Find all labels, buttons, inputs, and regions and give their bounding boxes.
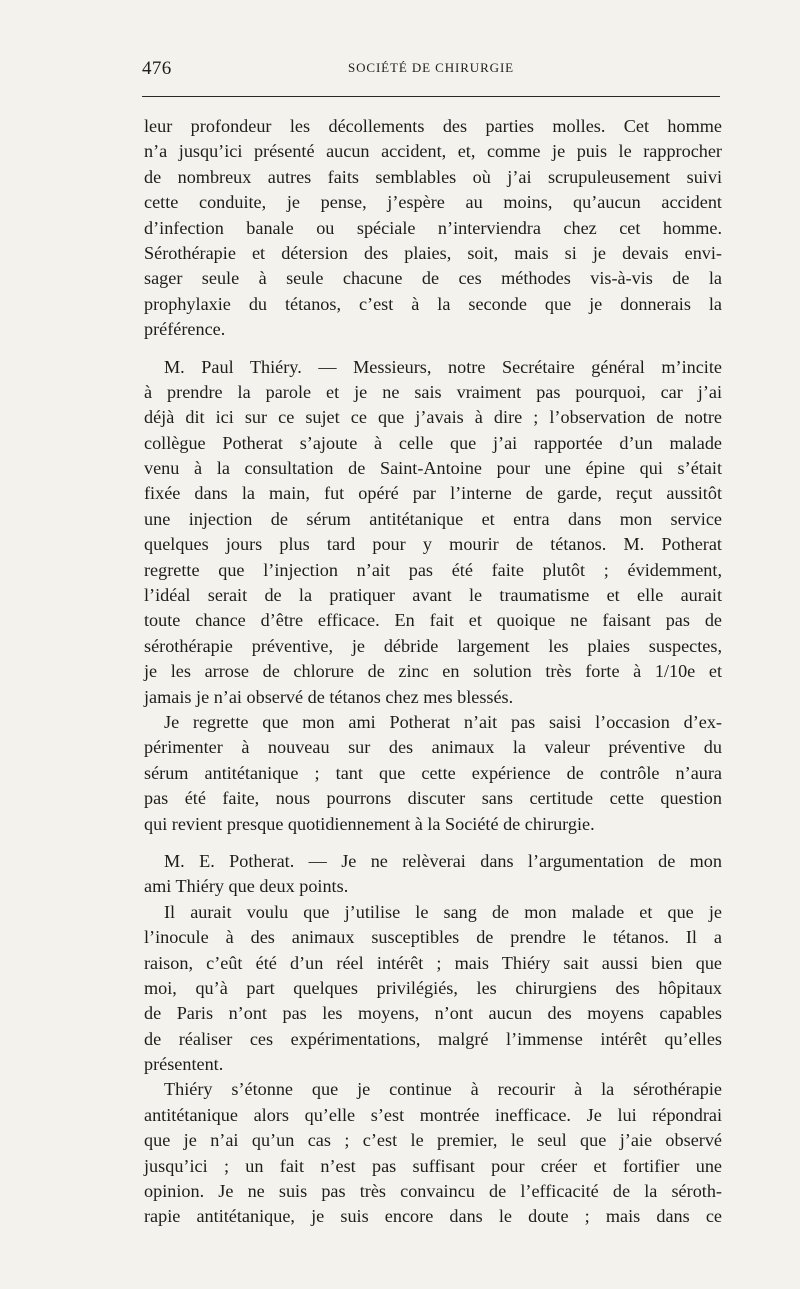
text-line: leur profondeur les décollements des parties molles. Cet homme (144, 116, 722, 136)
text-line: Il aurait voulu que j’utilise le sang de mon malade et que je (164, 901, 722, 922)
body-text (144, 114, 722, 1230)
text-line: d’infection banale ou spéciale n’interviendra chez cet homme. (144, 217, 722, 238)
text-line: l’idéal serait de la pratiquer avant le traumatisme et elle aurait (144, 585, 722, 606)
text-line: à prendre la parole et je ne sais vraiment pas pourquoi, car j’ai (144, 381, 722, 402)
text-line: antitétanique alors qu’elle s’est montrée inefficace. Je lui répondrai (144, 1104, 722, 1125)
text-line: raison, c’eût été d’un réel intérêt ; mais Thiéry sait aussi bien que (144, 952, 722, 973)
text-line: déjà dit ici sur ce sujet ce que j’avais à dire ; l’observation de notre (144, 407, 722, 428)
running-head: SOCIÉTÉ DE CHIRURGIE (347, 60, 515, 75)
text-line: pas été faite, nous pourrons discuter sans certitude cette question (144, 788, 722, 809)
text-line: moi, qu’à part quelques privilégiés, les chirurgiens des hôpitaux (144, 977, 722, 998)
text-line: Sérothérapie et détersion des plaies, soit, mais si je devais envi- (144, 242, 722, 263)
text-line: je les arrose de chlorure de zinc en solution très forte à 1/10e et (144, 661, 722, 682)
text-line: ami Thiéry que deux points. (144, 876, 349, 897)
paragraph-gap (144, 837, 722, 849)
text-line: Je regrette que mon ami Potherat n’ait pas saisi l’occasion d’ex- (164, 711, 722, 732)
speaker-line: M. E. Potherat. — Je ne relèverai dans l’argumentation de mon (164, 850, 722, 871)
text-line: qui revient presque quotidiennement à la Société de chirurgie. (144, 813, 595, 834)
text-line: Thiéry s’étonne que je continue à recourir à la sérothérapie (164, 1079, 722, 1100)
text-line: opinion. Je ne suis pas très convaincu de l’efficacité de la séroth- (144, 1181, 722, 1202)
text-line: sager seule à seule chacune de ces méthodes vis-à-vis de la (144, 268, 722, 289)
text-line: fixée dans la main, fut opéré par l’interne de garde, reçut aussitôt (144, 483, 722, 504)
text-line: périmenter à nouveau sur des animaux la valeur préventive du (144, 737, 722, 758)
text-line: prophylaxie du tétanos, c’est à la seconde que je donnerais la (144, 293, 722, 314)
text-line: jusqu’ici ; un fait n’est pas suffisant pour créer et fortifier une (144, 1155, 722, 1176)
text-line: quelques jours plus tard pour y mourir de tétanos. M. Potherat (144, 534, 722, 555)
paragraph-gap (144, 343, 722, 355)
text-line: n’a jusqu’ici présenté aucun accident, et, comme je puis le rapprocher (144, 141, 722, 162)
text-line: collègue Potherat s’ajoute à celle que j’ai rapportée d’un malade (144, 432, 722, 453)
text-line: regrette que l’injection n’ait pas été faite plutôt ; évidemment, (144, 559, 722, 580)
page-header (142, 58, 720, 82)
text-line: de Paris n’ont pas les moyens, n’ont aucun des moyens capables (144, 1003, 722, 1024)
speaker-line: M. Paul Thiéry. — Messieurs, notre Secrétaire général m’incite (164, 356, 722, 377)
page-number: 476 (142, 58, 172, 79)
text-line: de nombreux autres faits semblables où j’ai scrupuleusement suivi (144, 166, 722, 187)
text-line: une injection de sérum antitétanique et entra dans mon service (144, 508, 722, 529)
text-line: présentent. (144, 1054, 224, 1075)
text-line: toute chance d’être efficace. En fait et quoique ne faisant pas de (144, 610, 722, 631)
text-line: jamais je n’ai observé de tétanos chez mes blessés. (144, 686, 514, 707)
header-rule (142, 96, 720, 97)
text-line: préférence. (144, 319, 226, 340)
text-line: sérothérapie préventive, je débride largement les plaies suspectes, (144, 635, 722, 656)
text-line: cette conduite, je pense, j’espère au moins, qu’aucun accident (144, 192, 722, 213)
text-line: rapie antitétanique, je suis encore dans le doute ; mais dans ce (144, 1206, 722, 1227)
text-line: l’inocule à des animaux susceptibles de prendre le tétanos. Il a (144, 927, 722, 948)
text-line: de réaliser ces expérimentations, malgré l’immense intérêt qu’elles (144, 1028, 722, 1049)
text-line: que je n’ai qu’un cas ; c’est le premier, le seul que j’aie observé (144, 1130, 722, 1151)
text-line: sérum antitétanique ; tant que cette expérience de contrôle n’aura (144, 762, 722, 783)
text-line: venu à la consultation de Saint-Antoine pour une épine qui s’était (144, 458, 722, 479)
